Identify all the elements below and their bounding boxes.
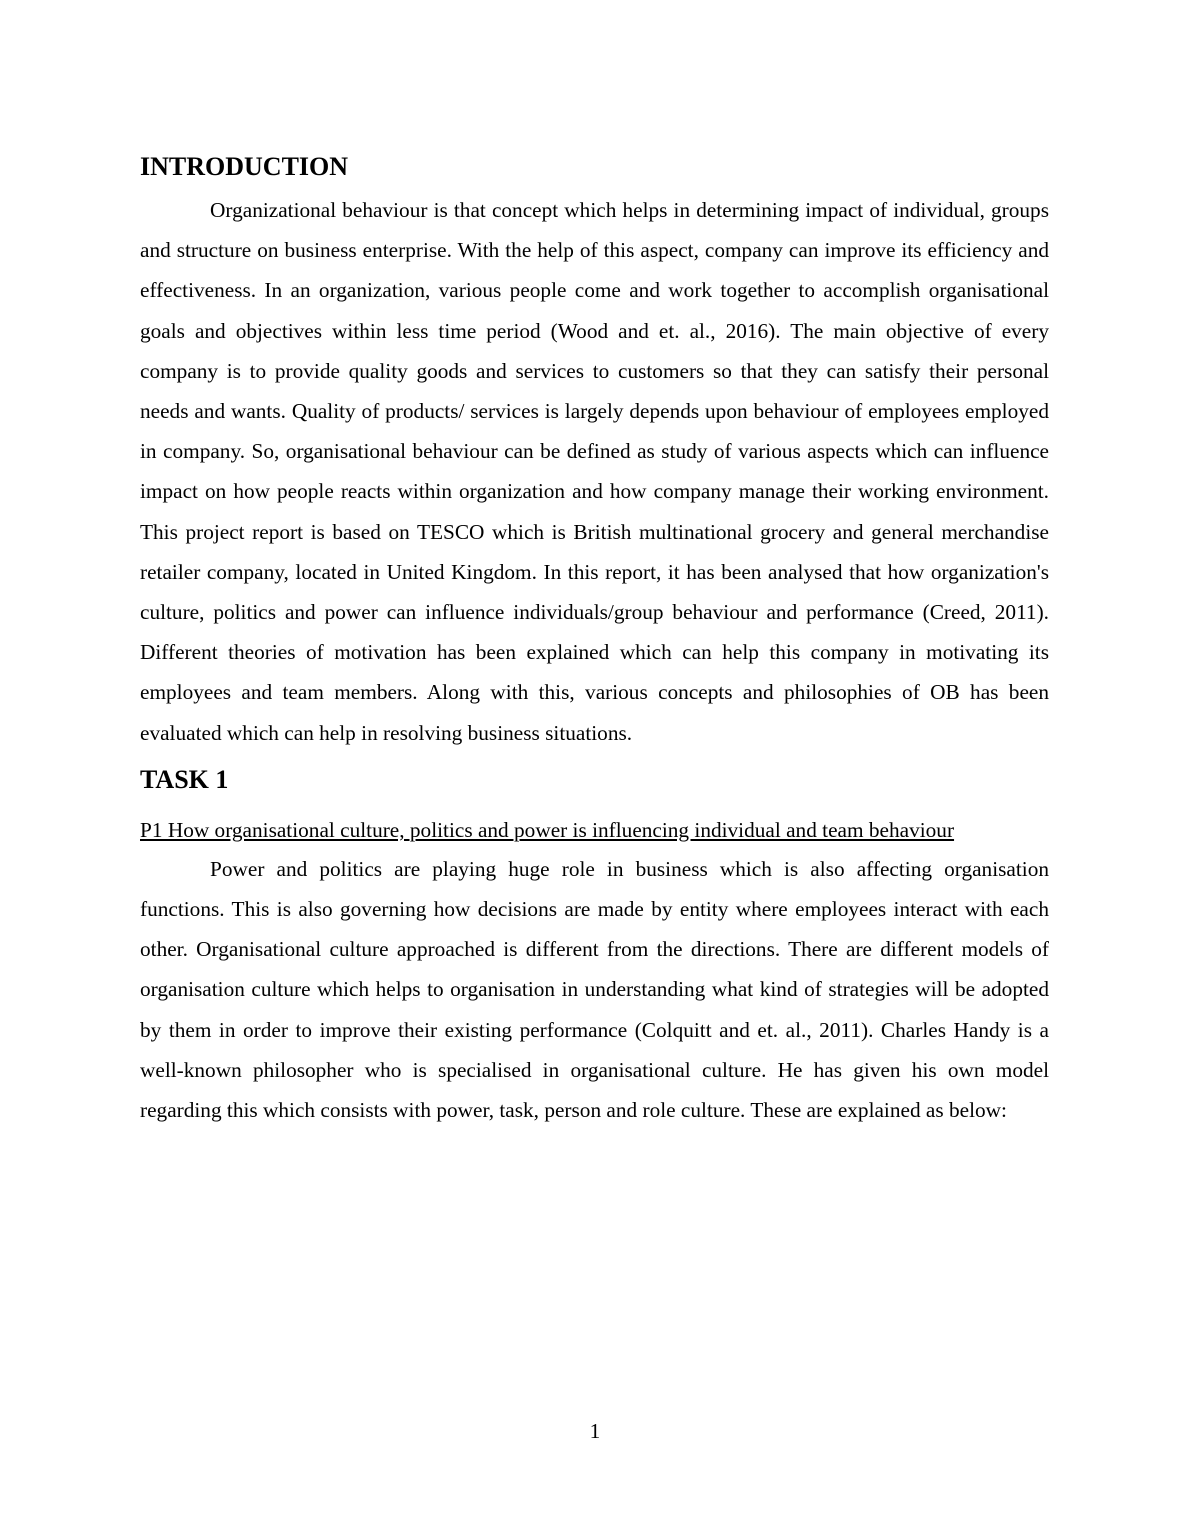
task1-paragraph: Power and politics are playing huge role in business which is also affecting organisation functions. This is also governing how decisions are made by entity where employees interact with each other. Organisational culture approached is different from the directions. There are different models of organisation culture which helps to organisation in understanding what kind of strategies will be adopted by them in order to improve their existing performance (Colquitt and et. al., 2011). Charles Handy is a well-known philosopher who is specialised in organisational culture. He has given his own model regarding this which consists with power, task, person and role culture. These are explained as below: (140, 856, 1049, 1123)
introduction-heading: INTRODUCTION (140, 152, 349, 181)
page-number: 1 (589, 1419, 601, 1443)
task1-heading: TASK 1 (140, 764, 229, 794)
introduction-paragraph: Organizational behaviour is that concept which helps in determining impact of individual, groups and structure on business enterprise. With the help of this aspect, company can improve its efficiency and effectiveness. In an organization, various people come and work together to accomplish organisational goals and objectives within less time period (Wood and et. al., 2016). The main objective of every company is to provide quality goods and services to customers so that they can satisfy their personal needs and wants. Quality of products/ services is largely depends upon behaviour of employees employed in company. So, organisational behaviour can be defined as study of various aspects which can influence impact on how people reacts within organization and how company manage their working environment. This project report is based on TESCO which is British multinational grocery and general merchandise retailer company, located in United Kingdom. In this report, it has been analysed that how organization's culture, politics and power can influence individuals/group behaviour and performance (Creed, 2011). Different theories of motivation has been explained which can help this company in motivating its employees and team members. Along with this, various concepts and philosophies of OB has been evaluated which can help in resolving business situations. (140, 198, 1049, 745)
page-content (140, 150, 1049, 1130)
task1-subheading: P1 How organisational culture, politics and power is influencing individual and team behaviour (140, 817, 955, 842)
